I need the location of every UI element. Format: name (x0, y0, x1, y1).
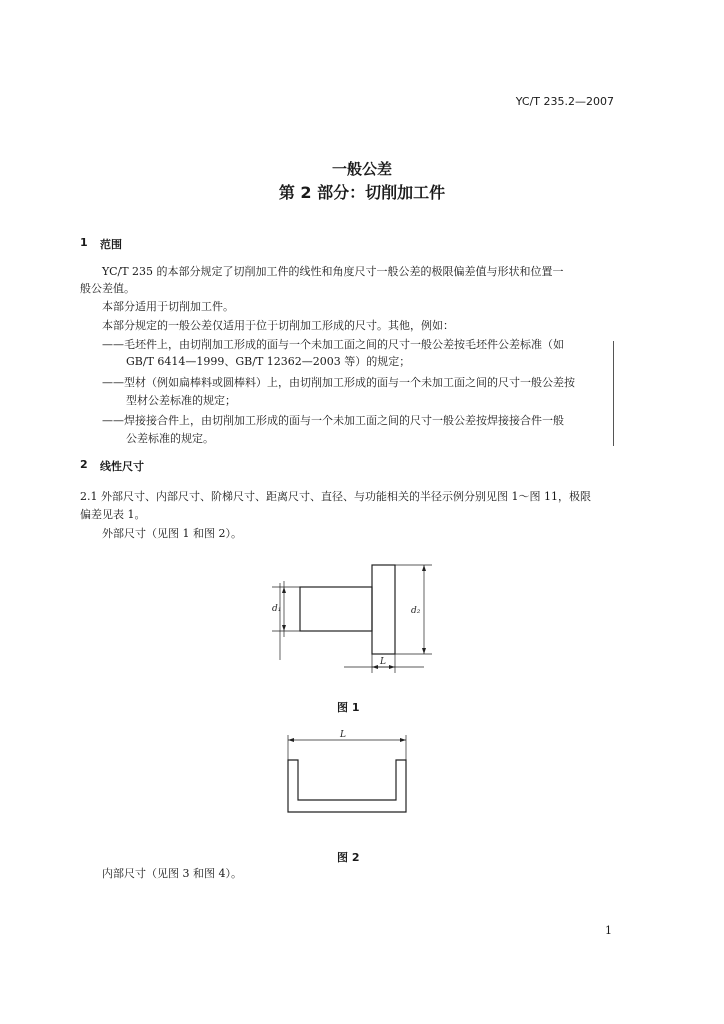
figure-2-caption: 图 2 (337, 851, 360, 864)
section-2-heading: 线性尺寸 (100, 460, 144, 473)
section-1-paragraph-3: 本部分规定的一般公差仅适用于位于切削加工形成的尺寸。其他，例如： (102, 319, 454, 332)
list-item-2-line-2: 型材公差标准的规定； (126, 394, 236, 407)
section-1-number: 1 (80, 236, 88, 249)
flange-outline (372, 565, 395, 654)
figure-1-caption: 图 1 (337, 701, 360, 714)
clause-2-1-line-1: 2.1 外部尺寸、内部尺寸、阶梯尺寸、距离尺寸、直径、与功能相关的半径示例分别见图 1～图 11，极限 (80, 490, 591, 503)
label-L-fig1: L (380, 657, 386, 667)
title-line-2: 第 2 部分：切削加工件 (278, 183, 446, 202)
external-dimensions-text: 外部尺寸（见图 1 和图 2）。 (102, 527, 242, 540)
section-1-heading: 范围 (100, 238, 122, 251)
label-L-fig2: L (340, 730, 346, 740)
list-item-1-line-1: ——毛坯件上，由切削加工形成的面与一个未加工面之间的尺寸一般公差按毛坯件公差标准（如 (102, 338, 564, 351)
section-1-paragraph-2: 本部分适用于切削加工件。 (102, 300, 234, 313)
title-line-1: 一般公差 (331, 160, 392, 178)
change-bar (613, 341, 614, 446)
label-d2: d₂ (411, 606, 421, 616)
list-item-1-line-2: GB/T 6414—1999、GB/T 12362—2003 等）的规定； (126, 355, 411, 368)
internal-dimensions-text: 内部尺寸（见图 3 和图 4）。 (102, 867, 242, 880)
channel-outline (288, 760, 406, 812)
section-1-paragraph-1-line-1: YC/T 235 的本部分规定了切削加工件的线性和角度尺寸一般公差的极限偏差值与形状和位置一 (102, 265, 564, 278)
list-item-2-line-1: ——型材（例如扁棒料或圆棒料）上，由切削加工形成的面与一个未加工面之间的尺寸一般公差按 (102, 376, 575, 389)
page-number: 1 (605, 924, 612, 937)
list-item-3-line-1: ——焊接接合件上，由切削加工形成的面与一个未加工面之间的尺寸一般公差按焊接接合件一般 (102, 414, 564, 427)
section-1-paragraph-1-line-2: 般公差值。 (80, 282, 135, 295)
clause-2-1-line-2: 偏差见表 1。 (80, 508, 146, 521)
section-2-number: 2 (80, 458, 88, 471)
shaft-outline (300, 587, 372, 631)
list-item-3-line-2: 公差标准的规定。 (126, 432, 214, 445)
figure-2-drawing (278, 727, 418, 822)
label-d1: d₁ (272, 604, 282, 614)
document-number: YC/T 235.2—2007 (515, 95, 614, 108)
figure-1-drawing (260, 555, 450, 680)
